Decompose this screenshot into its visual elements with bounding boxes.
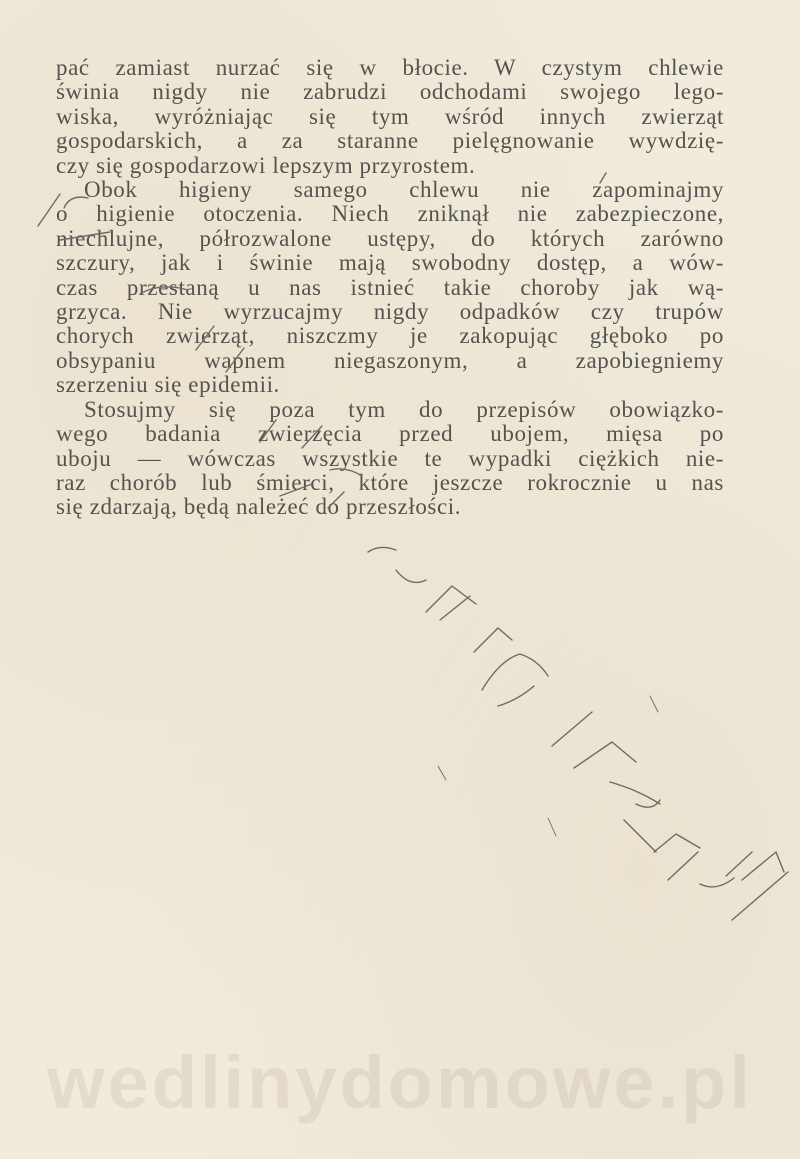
chevron-mark-15 [726, 852, 752, 876]
strike-mark-9 [368, 547, 396, 552]
stray-mark-2 [438, 766, 446, 780]
text-line-5: czy się gospodarzowi lepszym przyrostem. [56, 152, 476, 178]
text-line-6: Obok higieny samego chlewu nie zapominajmy [84, 177, 724, 203]
body-text [56, 56, 724, 520]
chevron-mark-10 [636, 800, 660, 807]
text-line-12: chorych zwierząt, niszczmy je zakopując głęboko po [56, 323, 724, 349]
chevron-mark-3 [440, 596, 470, 620]
chevron-mark-8 [574, 742, 636, 768]
chevron-mark-6 [498, 686, 534, 706]
text-line-2: świnia nigdy nie zabrudzi odchodami swojego lego- [56, 79, 724, 105]
text-line-3: wiska, wyróżniając się tym wśród innych zwierząt [56, 103, 724, 129]
text-line-11: grzyca. Nie wyrzucajmy nigdy odpadków czy trupów [56, 299, 724, 325]
chevron-mark-12 [654, 834, 700, 852]
watermark-logo: wedlinydomowe.pl [47, 1041, 753, 1124]
text-line-10: czas przestaną u nas istnieć takie choroby jak wą- [56, 274, 724, 300]
text-line-14: szerzeniu się epidemii. [56, 372, 280, 398]
chevron-mark-1 [396, 570, 426, 582]
stray-mark-3 [650, 696, 658, 712]
chevron-mark-2 [426, 586, 476, 612]
chevron-mark-14 [700, 878, 734, 887]
text-line-16: wego badania zwierzęcia przed ubojem, mięsa po [56, 421, 724, 447]
text-line-7: o higienie otoczenia. Niech zniknął nie zabezpieczone, [56, 201, 724, 227]
text-line-9: szczury, jak i świnie mają swobodny dostęp, a wów- [56, 250, 724, 276]
chevron-mark-4 [474, 628, 512, 652]
text-line-19: się zdarzają, będą należeć do przeszłości. [56, 494, 462, 520]
text-line-15: Stosujmy się poza tym do przepisów obowiązko- [84, 396, 724, 422]
chevron-mark-9 [610, 782, 660, 804]
chevron-mark-5 [482, 654, 548, 690]
chevron-mark-17 [732, 872, 788, 920]
text-line-13: obsypaniu wapnem niegaszonym, a zapobiegniemy [56, 347, 724, 373]
text-line-17: uboju — wówczas wszystkie te wypadki ciężkich nie- [56, 445, 724, 471]
text-line-8: niechlujne, półrozwalone ustępy, do których zarówno [56, 225, 724, 251]
text-line-1: pać zamiast nurzać się w błocie. W czystym chlewie [56, 55, 724, 80]
chevron-mark-7 [552, 712, 592, 746]
text-line-18: raz chorób lub śmierci, które jeszcze rokrocznie u nas [56, 469, 724, 495]
chevron-mark-13 [668, 852, 698, 880]
stray-mark-1 [548, 818, 556, 836]
chevron-mark-16 [742, 852, 784, 880]
text-line-4: gospodarskich, a za staranne pielęgnowanie wywdzię- [56, 128, 724, 154]
chevron-mark-11 [624, 820, 656, 852]
